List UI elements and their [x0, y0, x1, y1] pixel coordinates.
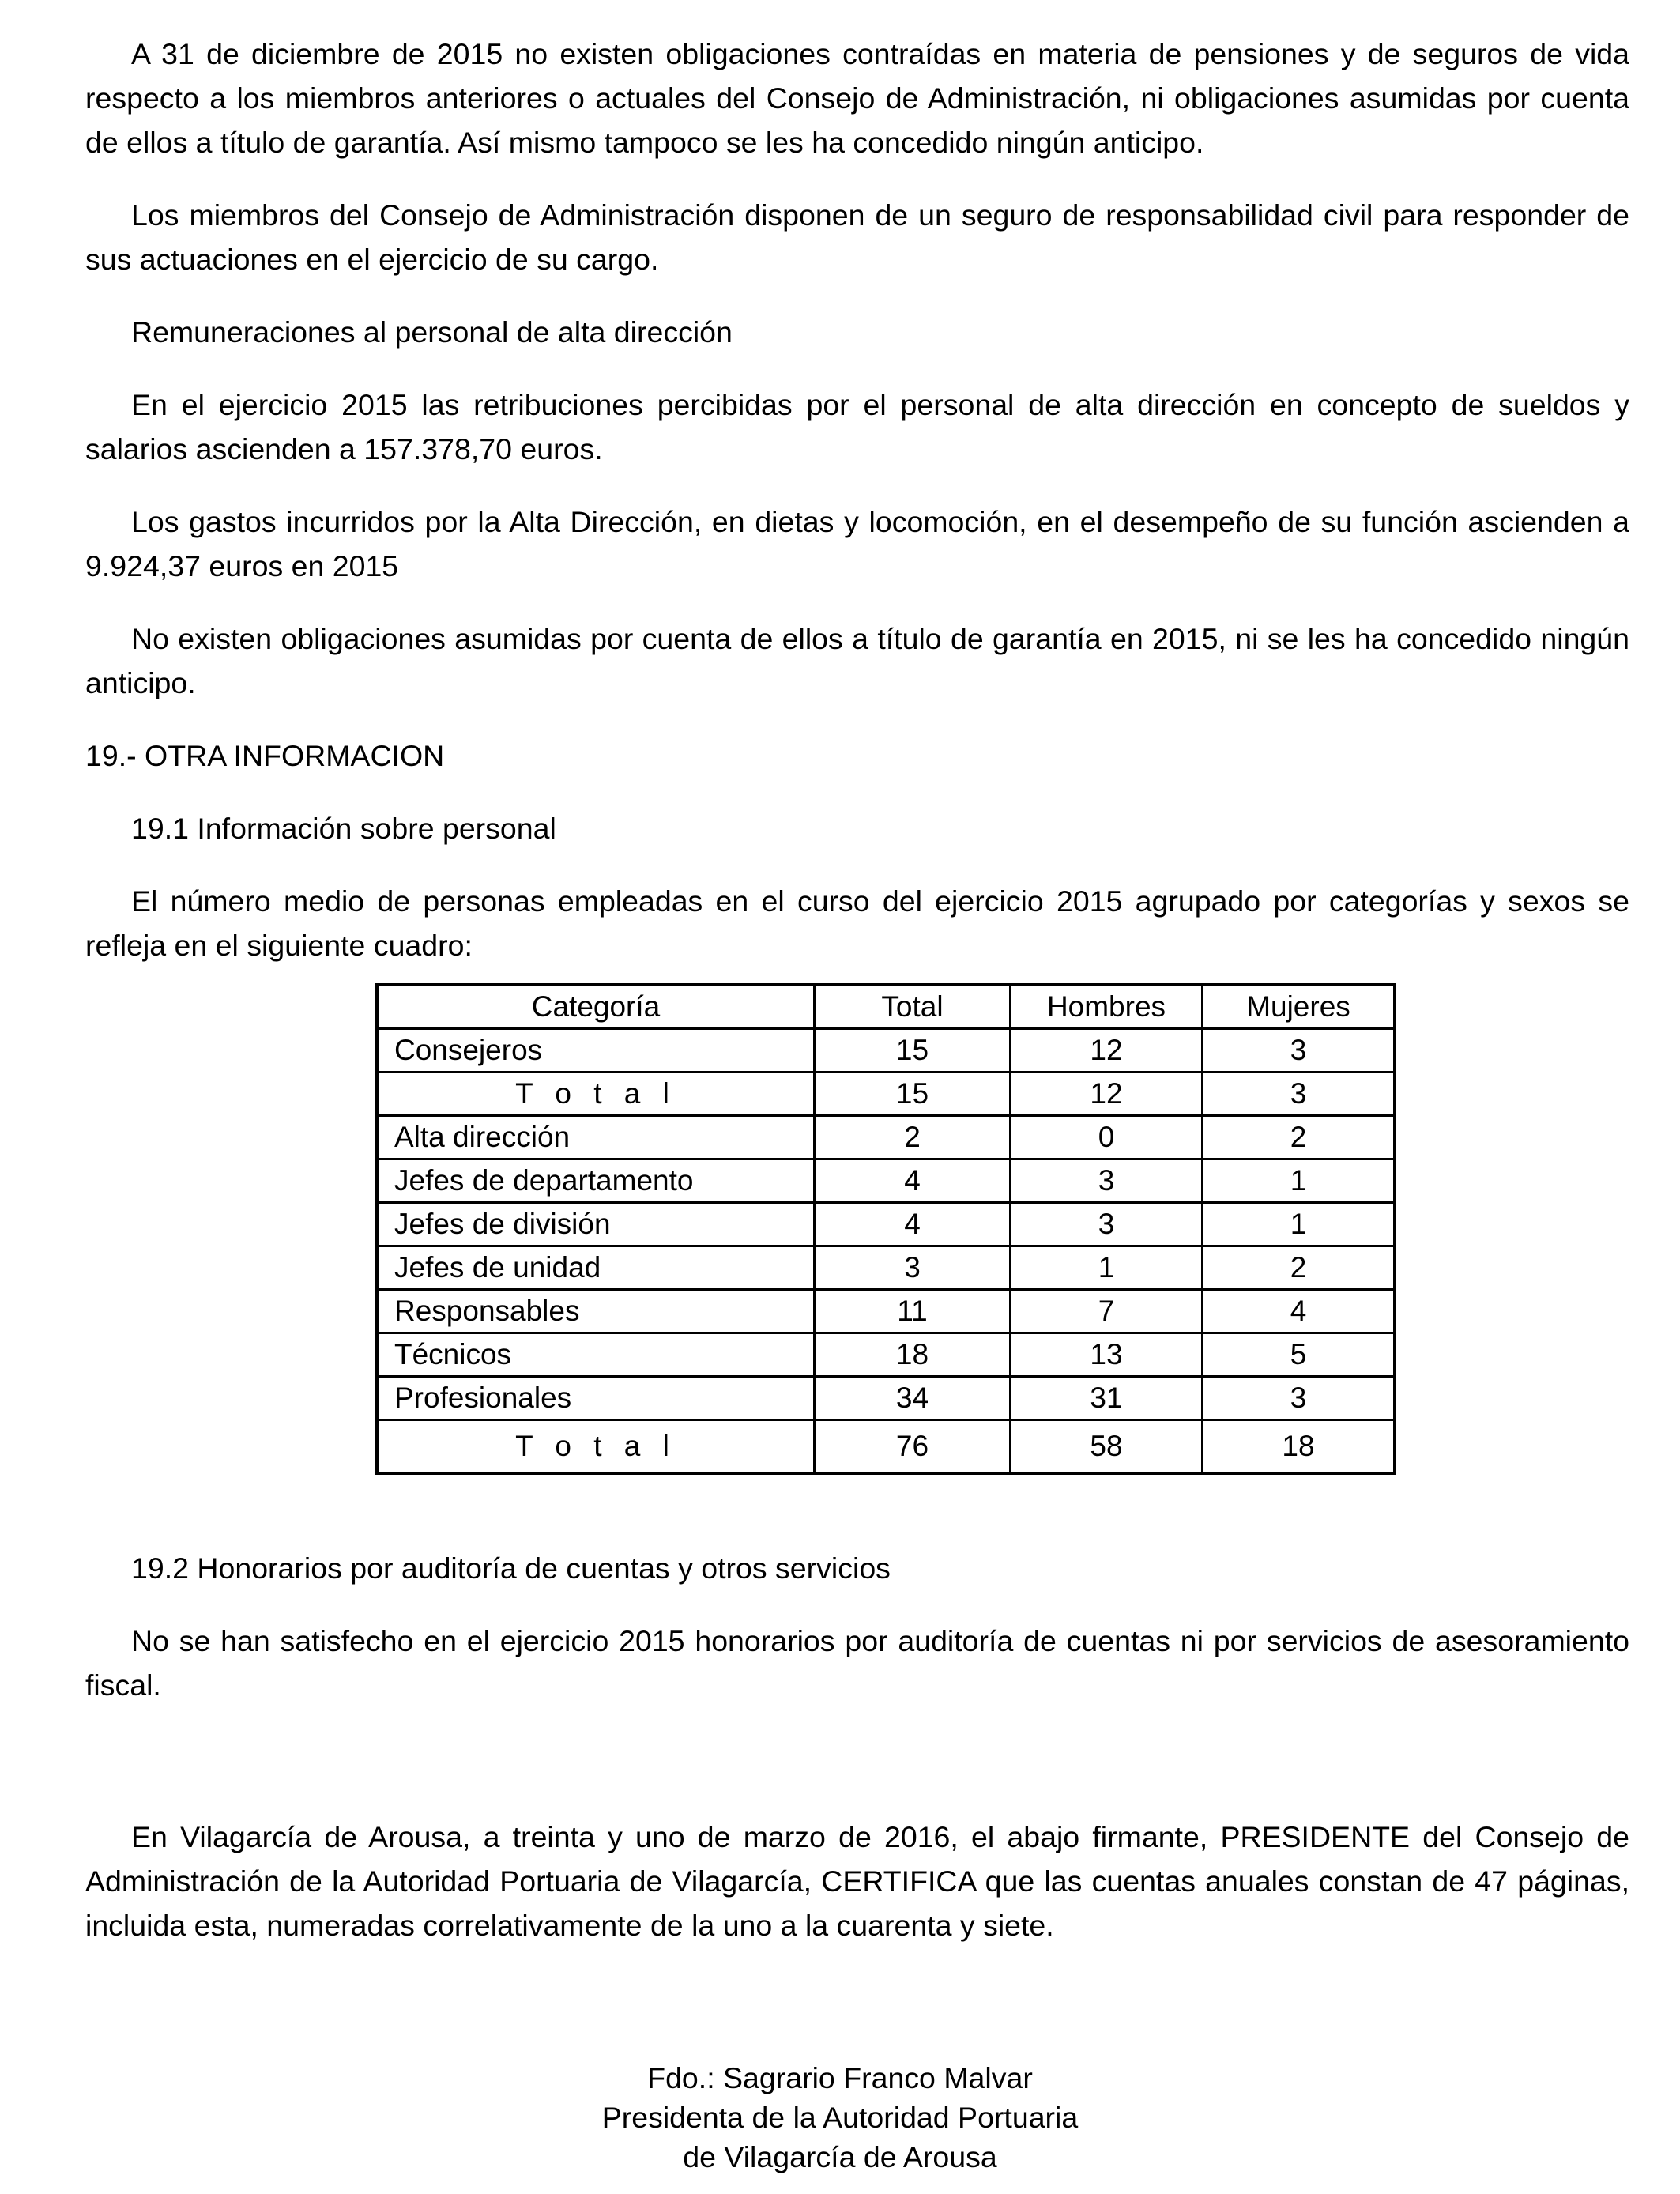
signature-block	[0, 2058, 1680, 2177]
staff-table	[375, 983, 1396, 1475]
cell-hombres: 7	[1011, 1290, 1203, 1333]
paragraph-expenses: Los gastos incurridos por la Alta Dirección, en dietas y locomoción, en el desempeño de su función ascienden a 9.924,37 euros en 2015	[85, 505, 1629, 582]
paragraph-pensions: A 31 de diciembre de 2015 no existen obligaciones contraídas en materia de pensiones y de seguros de vida respecto a los miembros anteriores o actuales del Consejo de Administración, ni obligaciones asumidas por cuenta de ellos a título de garantía. Así mismo tampoco se les ha concedido ningún anticipo.	[85, 37, 1629, 159]
cell-category: Jefes de unidad	[377, 1246, 815, 1290]
paragraph-remuneration-title: Remuneraciones al personal de alta dirección	[131, 315, 733, 349]
header-categoria: Categoría	[377, 985, 815, 1029]
document-page	[85, 32, 1629, 1976]
section-heading-19: 19.- OTRA INFORMACION	[85, 739, 445, 772]
cell-category: Alta dirección	[377, 1116, 815, 1159]
signature-name: Fdo.: Sagrario Franco Malvar	[647, 2061, 1033, 2094]
cell-category: T o t a l	[377, 1072, 815, 1116]
paragraph-no-obligations: No existen obligaciones asumidas por cuenta de ellos a título de garantía en 2015, ni se les ha concedido ningún anticipo.	[85, 622, 1629, 699]
cell-total: 4	[815, 1203, 1011, 1246]
cell-total: 11	[815, 1290, 1011, 1333]
signature-organization: de Vilagarcía de Arousa	[683, 2140, 997, 2173]
paragraph-staff-intro: El número medio de personas empleadas en el curso del ejercicio 2015 agrupado por categorías y sexos se refleja en el siguiente cuadro:	[85, 884, 1629, 962]
cell-total: 2	[815, 1116, 1011, 1159]
table-row	[377, 1246, 1395, 1290]
cell-category: Responsables	[377, 1290, 815, 1333]
cell-mujeres: 3	[1203, 1029, 1396, 1072]
table-row	[377, 1116, 1395, 1159]
cell-total: 3	[815, 1246, 1011, 1290]
table-header-row	[377, 985, 1395, 1029]
cell-mujeres: 2	[1203, 1116, 1396, 1159]
header-hombres: Hombres	[1011, 985, 1203, 1029]
table-row	[377, 1159, 1395, 1203]
cell-hombres: 1	[1011, 1246, 1203, 1290]
cell-mujeres: 3	[1203, 1072, 1396, 1116]
paragraph-audit-fees: No se han satisfecho en el ejercicio 2015 honorarios por auditoría de cuentas ni por servicios de asesoramiento fiscal.	[85, 1624, 1629, 1702]
cell-mujeres: 1	[1203, 1203, 1396, 1246]
cell-category: Profesionales	[377, 1377, 815, 1420]
paragraph-certification: En Vilagarcía de Arousa, a treinta y uno de marzo de 2016, el abajo firmante, PRESIDENTE del Consejo de Administración de la Autoridad Portuaria de Vilagarcía, CERTIFICA que las cuentas anuales constan de 47 páginas, incluida esta, numeradas correlativamente de la uno a la cuarenta y siete.	[85, 1820, 1629, 1942]
cell-mujeres: 1	[1203, 1159, 1396, 1203]
cell-category: Jefes de división	[377, 1203, 815, 1246]
cell-mujeres: 3	[1203, 1377, 1396, 1420]
table-row	[377, 1377, 1395, 1420]
header-mujeres: Mujeres	[1203, 985, 1396, 1029]
cell-total: 76	[815, 1420, 1011, 1474]
cell-category: Jefes de departamento	[377, 1159, 815, 1203]
table-row	[377, 1333, 1395, 1377]
cell-hombres: 13	[1011, 1333, 1203, 1377]
table-row	[377, 1029, 1395, 1072]
cell-hombres: 3	[1011, 1159, 1203, 1203]
cell-hombres: 3	[1011, 1203, 1203, 1246]
cell-hombres: 12	[1011, 1029, 1203, 1072]
cell-hombres: 12	[1011, 1072, 1203, 1116]
cell-total: 15	[815, 1072, 1011, 1116]
header-total: Total	[815, 985, 1011, 1029]
paragraph-civil-insurance: Los miembros del Consejo de Administración disponen de un seguro de responsabilidad civil para responder de sus actuaciones en el ejercicio de su cargo.	[85, 198, 1629, 276]
cell-total: 4	[815, 1159, 1011, 1203]
cell-mujeres: 18	[1203, 1420, 1396, 1474]
cell-mujeres: 5	[1203, 1333, 1396, 1377]
cell-hombres: 58	[1011, 1420, 1203, 1474]
cell-mujeres: 2	[1203, 1246, 1396, 1290]
table-row	[377, 1203, 1395, 1246]
cell-mujeres: 4	[1203, 1290, 1396, 1333]
cell-category: Técnicos	[377, 1333, 815, 1377]
paragraph-salaries: En el ejercicio 2015 las retribuciones percibidas por el personal de alta dirección en concepto de sueldos y salarios ascienden a 157.378,70 euros.	[85, 388, 1629, 466]
table-row	[377, 1290, 1395, 1333]
section-heading-19-1: 19.1 Información sobre personal	[131, 812, 556, 845]
cell-hombres: 0	[1011, 1116, 1203, 1159]
staff-table-wrapper	[375, 983, 1629, 1475]
signature-title: Presidenta de la Autoridad Portuaria	[601, 2101, 1079, 2134]
cell-total: 34	[815, 1377, 1011, 1420]
cell-category: Consejeros	[377, 1029, 815, 1072]
table-row-total	[377, 1420, 1395, 1474]
cell-category: T o t a l	[377, 1420, 815, 1474]
cell-total: 15	[815, 1029, 1011, 1072]
section-heading-19-2: 19.2 Honorarios por auditoría de cuentas y otros servicios	[131, 1551, 891, 1585]
table-row-subtotal	[377, 1072, 1395, 1116]
cell-hombres: 31	[1011, 1377, 1203, 1420]
cell-total: 18	[815, 1333, 1011, 1377]
